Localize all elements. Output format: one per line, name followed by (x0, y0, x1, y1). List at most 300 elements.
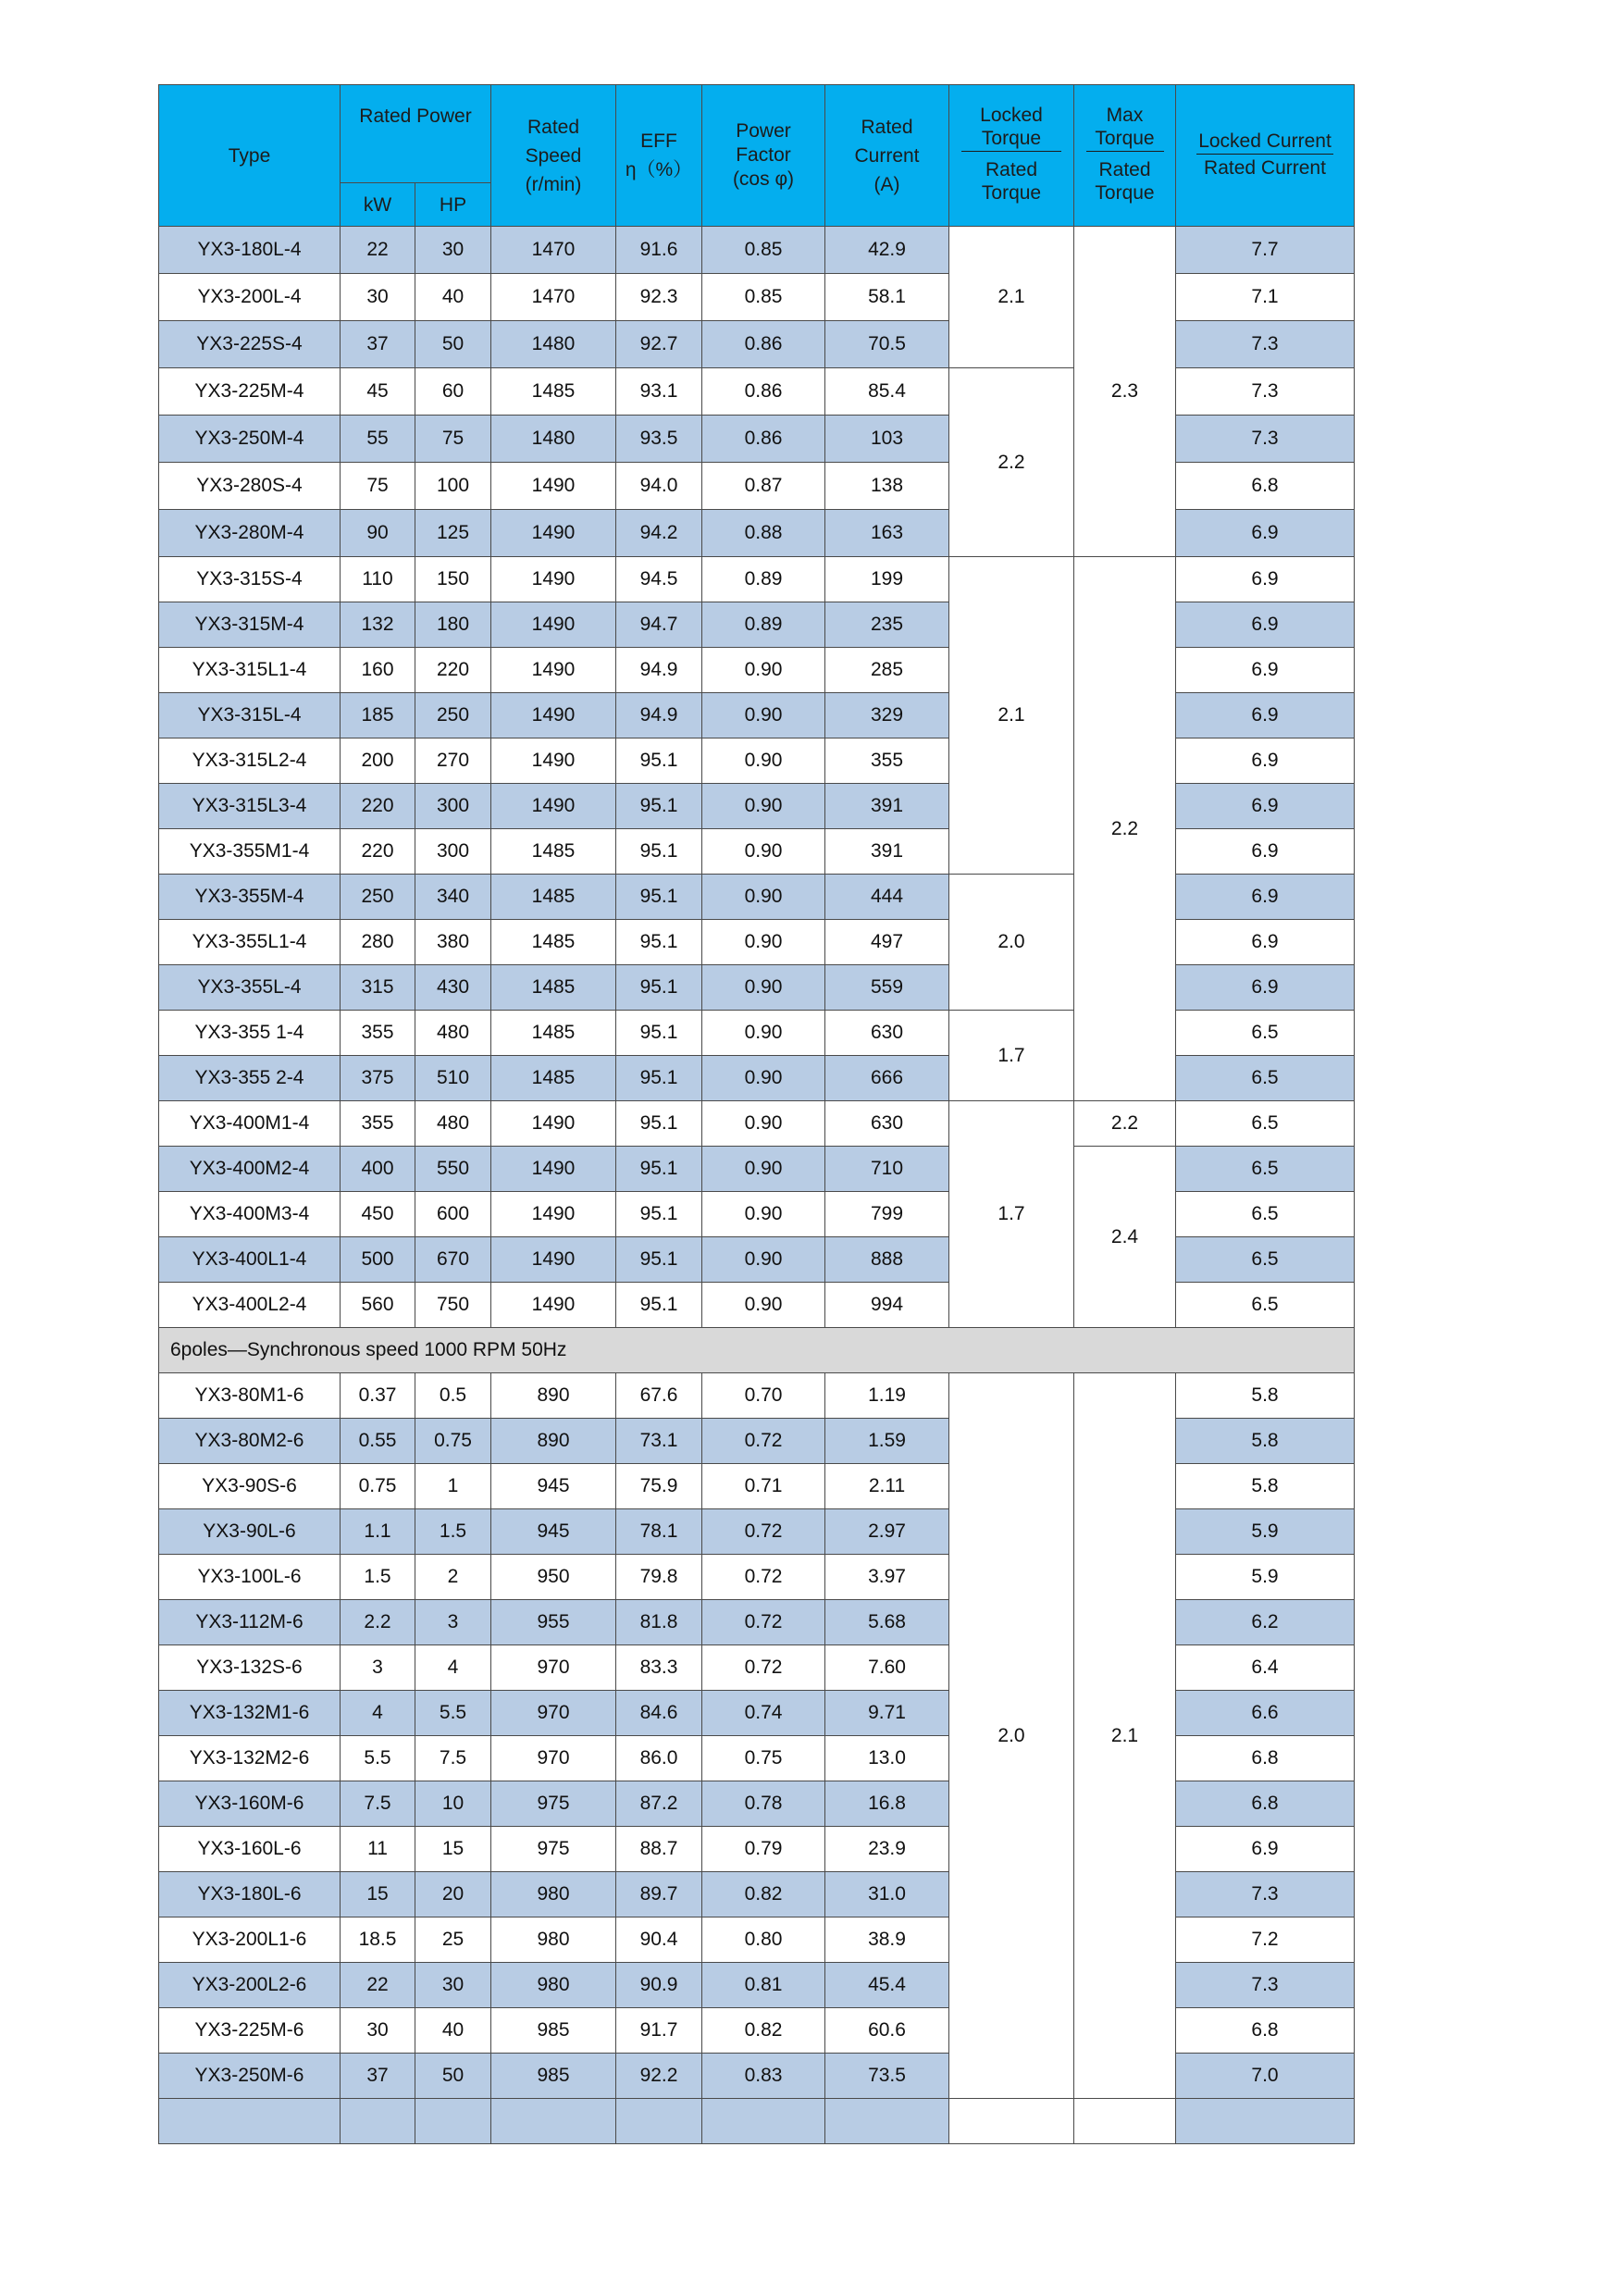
header-pf-line3: (cos φ) (732, 168, 795, 190)
cell-kw: 22 (341, 227, 415, 274)
cell-type: YX3-315L1-4 (159, 648, 341, 693)
locked-torque-cell: 2.0 (949, 875, 1074, 1011)
locked-torque-cell: 2.1 (949, 557, 1074, 875)
cell-hp: 220 (415, 648, 491, 693)
cell-type: YX3-355L1-4 (159, 920, 341, 965)
table-row (159, 784, 1355, 829)
table-row (159, 2008, 1355, 2054)
cell-locked-current: 6.9 (1176, 648, 1355, 693)
cell-kw: 0.55 (341, 1419, 415, 1464)
cell-speed: 980 (491, 1872, 616, 1917)
cell-hp: 25 (415, 1917, 491, 1963)
cell-pf: 0.75 (702, 1736, 825, 1781)
cell-type: YX3-180L-6 (159, 1872, 341, 1917)
cell-speed: 1485 (491, 875, 616, 920)
header-max-torque-ratio (1074, 85, 1176, 227)
max-torque-cell: 2.1 (1074, 1373, 1176, 2099)
cell-hp: 100 (415, 463, 491, 510)
cell-locked-current: 6.5 (1176, 1237, 1355, 1283)
table-row (159, 1781, 1355, 1827)
table-row (159, 648, 1355, 693)
cell-hp: 550 (415, 1147, 491, 1192)
header-hp: HP (415, 183, 491, 227)
cell-kw: 220 (341, 829, 415, 875)
cell-kw: 0.75 (341, 1464, 415, 1509)
cell-pf: 0.72 (702, 1509, 825, 1555)
blank-cell (702, 2099, 825, 2144)
cell-type: YX3-112M-6 (159, 1600, 341, 1645)
cell-eff: 94.9 (616, 693, 702, 738)
cell-pf: 0.72 (702, 1645, 825, 1691)
cell-hp: 2 (415, 1555, 491, 1600)
cell-type: YX3-400M1-4 (159, 1101, 341, 1147)
cell-speed: 1490 (491, 510, 616, 557)
table-row (159, 1691, 1355, 1736)
cell-current: 2.97 (825, 1509, 949, 1555)
cell-locked-current: 6.9 (1176, 965, 1355, 1011)
table-header (159, 85, 1355, 227)
cell-eff: 94.0 (616, 463, 702, 510)
cell-kw: 1.5 (341, 1555, 415, 1600)
cell-type: YX3-280M-4 (159, 510, 341, 557)
header-type: Type (159, 85, 341, 227)
cell-speed: 1485 (491, 920, 616, 965)
cell-pf: 0.90 (702, 1056, 825, 1101)
cell-pf: 0.88 (702, 510, 825, 557)
cell-pf: 0.90 (702, 648, 825, 693)
cell-locked-current: 7.0 (1176, 2054, 1355, 2099)
cell-locked-current: 7.1 (1176, 274, 1355, 321)
cell-locked-current: 6.6 (1176, 1691, 1355, 1736)
cell-eff: 94.9 (616, 648, 702, 693)
cell-speed: 1480 (491, 321, 616, 368)
cell-type: YX3-315M-4 (159, 602, 341, 648)
cell-locked-current: 6.4 (1176, 1645, 1355, 1691)
cell-locked-current: 5.9 (1176, 1509, 1355, 1555)
cell-hp: 60 (415, 368, 491, 416)
cell-kw: 11 (341, 1827, 415, 1872)
cell-eff: 93.5 (616, 416, 702, 463)
cell-type: YX3-200L-4 (159, 274, 341, 321)
cell-speed: 890 (491, 1373, 616, 1419)
header-current-line3: (A) (873, 173, 900, 195)
cell-locked-current: 6.9 (1176, 875, 1355, 920)
cell-speed: 1485 (491, 965, 616, 1011)
cell-kw: 560 (341, 1283, 415, 1328)
cell-eff: 95.1 (616, 1237, 702, 1283)
cell-pf: 0.87 (702, 463, 825, 510)
blank-cell (949, 2099, 1074, 2144)
cell-type: YX3-180L-4 (159, 227, 341, 274)
cell-eff: 95.1 (616, 829, 702, 875)
cell-type: YX3-132S-6 (159, 1645, 341, 1691)
header-rated-power: Rated Power (341, 85, 491, 183)
cell-locked-current: 6.9 (1176, 557, 1355, 602)
max-torque-cell: 2.3 (1074, 227, 1176, 557)
cell-type: YX3-100L-6 (159, 1555, 341, 1600)
cell-speed: 975 (491, 1827, 616, 1872)
cell-kw: 2.2 (341, 1600, 415, 1645)
cell-type: YX3-355M-4 (159, 875, 341, 920)
cell-kw: 90 (341, 510, 415, 557)
cell-speed: 1490 (491, 1283, 616, 1328)
cell-pf: 0.90 (702, 829, 825, 875)
cell-type: YX3-400L2-4 (159, 1283, 341, 1328)
cell-hp: 380 (415, 920, 491, 965)
cell-eff: 73.1 (616, 1419, 702, 1464)
cell-pf: 0.86 (702, 416, 825, 463)
cell-kw: 0.37 (341, 1373, 415, 1419)
cell-pf: 0.86 (702, 368, 825, 416)
locked-torque-cell: 2.0 (949, 1373, 1074, 2099)
cell-pf: 0.72 (702, 1419, 825, 1464)
cell-locked-current: 6.9 (1176, 693, 1355, 738)
cell-current: 85.4 (825, 368, 949, 416)
cell-eff: 95.1 (616, 920, 702, 965)
cell-hp: 0.5 (415, 1373, 491, 1419)
cell-pf: 0.78 (702, 1781, 825, 1827)
cell-speed: 1485 (491, 1056, 616, 1101)
header-pf-line2: Factor (736, 144, 791, 166)
cell-current: 391 (825, 784, 949, 829)
cell-current: 103 (825, 416, 949, 463)
cell-kw: 110 (341, 557, 415, 602)
cell-current: 444 (825, 875, 949, 920)
locked-torque-cell: 1.7 (949, 1101, 1074, 1328)
table-row (159, 227, 1355, 274)
cell-eff: 88.7 (616, 1827, 702, 1872)
cell-hp: 10 (415, 1781, 491, 1827)
cell-current: 799 (825, 1192, 949, 1237)
table-row (159, 1872, 1355, 1917)
cell-hp: 750 (415, 1283, 491, 1328)
cell-kw: 500 (341, 1237, 415, 1283)
cell-locked-current: 6.8 (1176, 1736, 1355, 1781)
cell-type: YX3-90L-6 (159, 1509, 341, 1555)
cell-locked-current: 6.5 (1176, 1147, 1355, 1192)
cell-eff: 92.7 (616, 321, 702, 368)
blank-cell (1176, 2099, 1355, 2144)
header-locked-current-den: Rated Current (1204, 156, 1326, 179)
cell-kw: 132 (341, 602, 415, 648)
cell-speed: 1490 (491, 1237, 616, 1283)
cell-locked-current: 6.8 (1176, 1781, 1355, 1827)
cell-locked-current: 6.9 (1176, 510, 1355, 557)
cell-eff: 87.2 (616, 1781, 702, 1827)
cell-hp: 7.5 (415, 1736, 491, 1781)
table-row (159, 965, 1355, 1011)
cell-eff: 75.9 (616, 1464, 702, 1509)
table-row (159, 1827, 1355, 1872)
blank-cell (341, 2099, 415, 2144)
cell-hp: 5.5 (415, 1691, 491, 1736)
cell-locked-current: 7.3 (1176, 416, 1355, 463)
cell-hp: 20 (415, 1872, 491, 1917)
cell-pf: 0.82 (702, 2008, 825, 2054)
table-row (159, 602, 1355, 648)
cell-type: YX3-200L2-6 (159, 1963, 341, 2008)
cell-kw: 30 (341, 2008, 415, 2054)
cell-kw: 375 (341, 1056, 415, 1101)
table-row (159, 1963, 1355, 2008)
cell-speed: 890 (491, 1419, 616, 1464)
cell-type: YX3-225M-6 (159, 2008, 341, 2054)
cell-kw: 400 (341, 1147, 415, 1192)
cell-locked-current: 7.2 (1176, 1917, 1355, 1963)
cell-speed: 1490 (491, 557, 616, 602)
cell-eff: 94.5 (616, 557, 702, 602)
header-speed-line2: Speed (525, 144, 582, 167)
cell-locked-current: 6.8 (1176, 463, 1355, 510)
cell-type: YX3-160L-6 (159, 1827, 341, 1872)
header-current-line1: Rated (861, 116, 913, 138)
blank-row (159, 2099, 1355, 2144)
cell-locked-current: 7.3 (1176, 1963, 1355, 2008)
cell-speed: 945 (491, 1509, 616, 1555)
cell-type: YX3-225S-4 (159, 321, 341, 368)
cell-current: 38.9 (825, 1917, 949, 1963)
blank-cell (825, 2099, 949, 2144)
cell-hp: 300 (415, 829, 491, 875)
cell-pf: 0.90 (702, 875, 825, 920)
cell-locked-current: 5.9 (1176, 1555, 1355, 1600)
cell-eff: 95.1 (616, 875, 702, 920)
cell-pf: 0.82 (702, 1872, 825, 1917)
table-row (159, 510, 1355, 557)
cell-hp: 4 (415, 1645, 491, 1691)
cell-locked-current: 6.9 (1176, 784, 1355, 829)
cell-current: 42.9 (825, 227, 949, 274)
header-rated-current (825, 85, 949, 227)
cell-hp: 510 (415, 1056, 491, 1101)
cell-eff: 79.8 (616, 1555, 702, 1600)
header-speed-line1: Rated (527, 116, 580, 138)
table-row (159, 557, 1355, 602)
cell-pf: 0.89 (702, 557, 825, 602)
cell-eff: 90.4 (616, 1917, 702, 1963)
cell-current: 5.68 (825, 1600, 949, 1645)
cell-type: YX3-315L3-4 (159, 784, 341, 829)
cell-type: YX3-315L2-4 (159, 738, 341, 784)
cell-kw: 30 (341, 274, 415, 321)
cell-type: YX3-90S-6 (159, 1464, 341, 1509)
table-row (159, 1509, 1355, 1555)
cell-locked-current: 6.2 (1176, 1600, 1355, 1645)
cell-locked-current: 6.5 (1176, 1101, 1355, 1147)
cell-speed: 1490 (491, 463, 616, 510)
cell-kw: 1.1 (341, 1509, 415, 1555)
cell-current: 391 (825, 829, 949, 875)
cell-hp: 30 (415, 227, 491, 274)
cell-hp: 15 (415, 1827, 491, 1872)
cell-eff: 67.6 (616, 1373, 702, 1419)
cell-pf: 0.90 (702, 738, 825, 784)
header-max-torque-num: Max Torque (1086, 104, 1164, 152)
cell-hp: 300 (415, 784, 491, 829)
table-body (159, 227, 1355, 2144)
cell-eff: 95.1 (616, 1056, 702, 1101)
blank-cell (1074, 2099, 1176, 2144)
cell-kw: 355 (341, 1101, 415, 1147)
max-torque-cell: 2.4 (1074, 1147, 1176, 1328)
cell-current: 329 (825, 693, 949, 738)
table-row (159, 368, 1355, 416)
cell-locked-current: 7.3 (1176, 321, 1355, 368)
header-power-factor (702, 85, 825, 227)
cell-kw: 280 (341, 920, 415, 965)
cell-kw: 15 (341, 1872, 415, 1917)
cell-type: YX3-355M1-4 (159, 829, 341, 875)
cell-pf: 0.90 (702, 1192, 825, 1237)
cell-current: 9.71 (825, 1691, 949, 1736)
cell-eff: 95.1 (616, 1192, 702, 1237)
cell-locked-current: 6.9 (1176, 920, 1355, 965)
header-eff-line2: η（%） (625, 159, 693, 180)
section-row-6poles (159, 1328, 1355, 1373)
cell-pf: 0.90 (702, 1011, 825, 1056)
cell-speed: 1490 (491, 602, 616, 648)
cell-eff: 91.6 (616, 227, 702, 274)
cell-hp: 270 (415, 738, 491, 784)
cell-speed: 950 (491, 1555, 616, 1600)
cell-pf: 0.79 (702, 1827, 825, 1872)
header-pf-line1: Power (736, 120, 791, 142)
cell-hp: 480 (415, 1101, 491, 1147)
table-row (159, 321, 1355, 368)
cell-kw: 37 (341, 2054, 415, 2099)
table-row (159, 1464, 1355, 1509)
cell-hp: 1.5 (415, 1509, 491, 1555)
cell-pf: 0.72 (702, 1555, 825, 1600)
cell-eff: 94.2 (616, 510, 702, 557)
cell-current: 31.0 (825, 1872, 949, 1917)
cell-speed: 1470 (491, 227, 616, 274)
cell-current: 138 (825, 463, 949, 510)
cell-hp: 40 (415, 2008, 491, 2054)
table-row (159, 1237, 1355, 1283)
cell-current: 235 (825, 602, 949, 648)
cell-hp: 50 (415, 2054, 491, 2099)
cell-eff: 84.6 (616, 1691, 702, 1736)
cell-locked-current: 5.8 (1176, 1373, 1355, 1419)
cell-hp: 670 (415, 1237, 491, 1283)
cell-pf: 0.90 (702, 965, 825, 1011)
cell-kw: 4 (341, 1691, 415, 1736)
cell-eff: 81.8 (616, 1600, 702, 1645)
table-row (159, 693, 1355, 738)
cell-eff: 94.7 (616, 602, 702, 648)
cell-current: 888 (825, 1237, 949, 1283)
cell-kw: 5.5 (341, 1736, 415, 1781)
cell-pf: 0.90 (702, 1283, 825, 1328)
cell-hp: 125 (415, 510, 491, 557)
header-locked-torque-ratio (949, 85, 1074, 227)
blank-cell (159, 2099, 341, 2144)
cell-hp: 340 (415, 875, 491, 920)
header-kw: kW (341, 183, 415, 227)
cell-pf: 0.90 (702, 1147, 825, 1192)
cell-pf: 0.70 (702, 1373, 825, 1419)
cell-kw: 355 (341, 1011, 415, 1056)
max-torque-cell: 2.2 (1074, 557, 1176, 1101)
table-row (159, 829, 1355, 875)
cell-pf: 0.90 (702, 784, 825, 829)
cell-eff: 78.1 (616, 1509, 702, 1555)
cell-kw: 18.5 (341, 1917, 415, 1963)
header-locked-current-ratio (1176, 85, 1355, 227)
cell-locked-current: 6.5 (1176, 1056, 1355, 1101)
cell-kw: 37 (341, 321, 415, 368)
cell-eff: 95.1 (616, 784, 702, 829)
cell-kw: 450 (341, 1192, 415, 1237)
table-row (159, 738, 1355, 784)
cell-kw: 22 (341, 1963, 415, 2008)
table-row (159, 2054, 1355, 2099)
cell-locked-current: 6.9 (1176, 738, 1355, 784)
cell-hp: 75 (415, 416, 491, 463)
table-row (159, 920, 1355, 965)
cell-eff: 95.1 (616, 1147, 702, 1192)
cell-speed: 1490 (491, 693, 616, 738)
cell-eff: 86.0 (616, 1736, 702, 1781)
cell-pf: 0.85 (702, 274, 825, 321)
cell-locked-current: 6.9 (1176, 602, 1355, 648)
cell-current: 58.1 (825, 274, 949, 321)
cell-kw: 250 (341, 875, 415, 920)
cell-speed: 1480 (491, 416, 616, 463)
table-row (159, 1011, 1355, 1056)
cell-kw: 7.5 (341, 1781, 415, 1827)
cell-type: YX3-355 1-4 (159, 1011, 341, 1056)
cell-speed: 985 (491, 2008, 616, 2054)
cell-pf: 0.80 (702, 1917, 825, 1963)
cell-kw: 200 (341, 738, 415, 784)
table-row (159, 1600, 1355, 1645)
cell-speed: 1490 (491, 738, 616, 784)
cell-pf: 0.86 (702, 321, 825, 368)
cell-pf: 0.83 (702, 2054, 825, 2099)
cell-speed: 985 (491, 2054, 616, 2099)
cell-current: 559 (825, 965, 949, 1011)
cell-locked-current: 5.8 (1176, 1464, 1355, 1509)
cell-current: 710 (825, 1147, 949, 1192)
cell-hp: 1 (415, 1464, 491, 1509)
cell-hp: 0.75 (415, 1419, 491, 1464)
locked-torque-cell: 1.7 (949, 1011, 1074, 1101)
cell-current: 45.4 (825, 1963, 949, 2008)
cell-locked-current: 6.5 (1176, 1011, 1355, 1056)
max-torque-cell: 2.2 (1074, 1101, 1176, 1147)
cell-hp: 50 (415, 321, 491, 368)
locked-torque-cell: 2.1 (949, 227, 1074, 368)
cell-kw: 55 (341, 416, 415, 463)
cell-type: YX3-315L-4 (159, 693, 341, 738)
cell-speed: 1470 (491, 274, 616, 321)
cell-pf: 0.90 (702, 1237, 825, 1283)
cell-hp: 3 (415, 1600, 491, 1645)
cell-current: 285 (825, 648, 949, 693)
cell-speed: 1485 (491, 829, 616, 875)
table-row (159, 463, 1355, 510)
cell-locked-current: 6.5 (1176, 1192, 1355, 1237)
cell-current: 994 (825, 1283, 949, 1328)
cell-hp: 180 (415, 602, 491, 648)
cell-eff: 95.1 (616, 738, 702, 784)
cell-locked-current: 7.3 (1176, 1872, 1355, 1917)
cell-pf: 0.85 (702, 227, 825, 274)
cell-pf: 0.72 (702, 1600, 825, 1645)
cell-speed: 1490 (491, 784, 616, 829)
